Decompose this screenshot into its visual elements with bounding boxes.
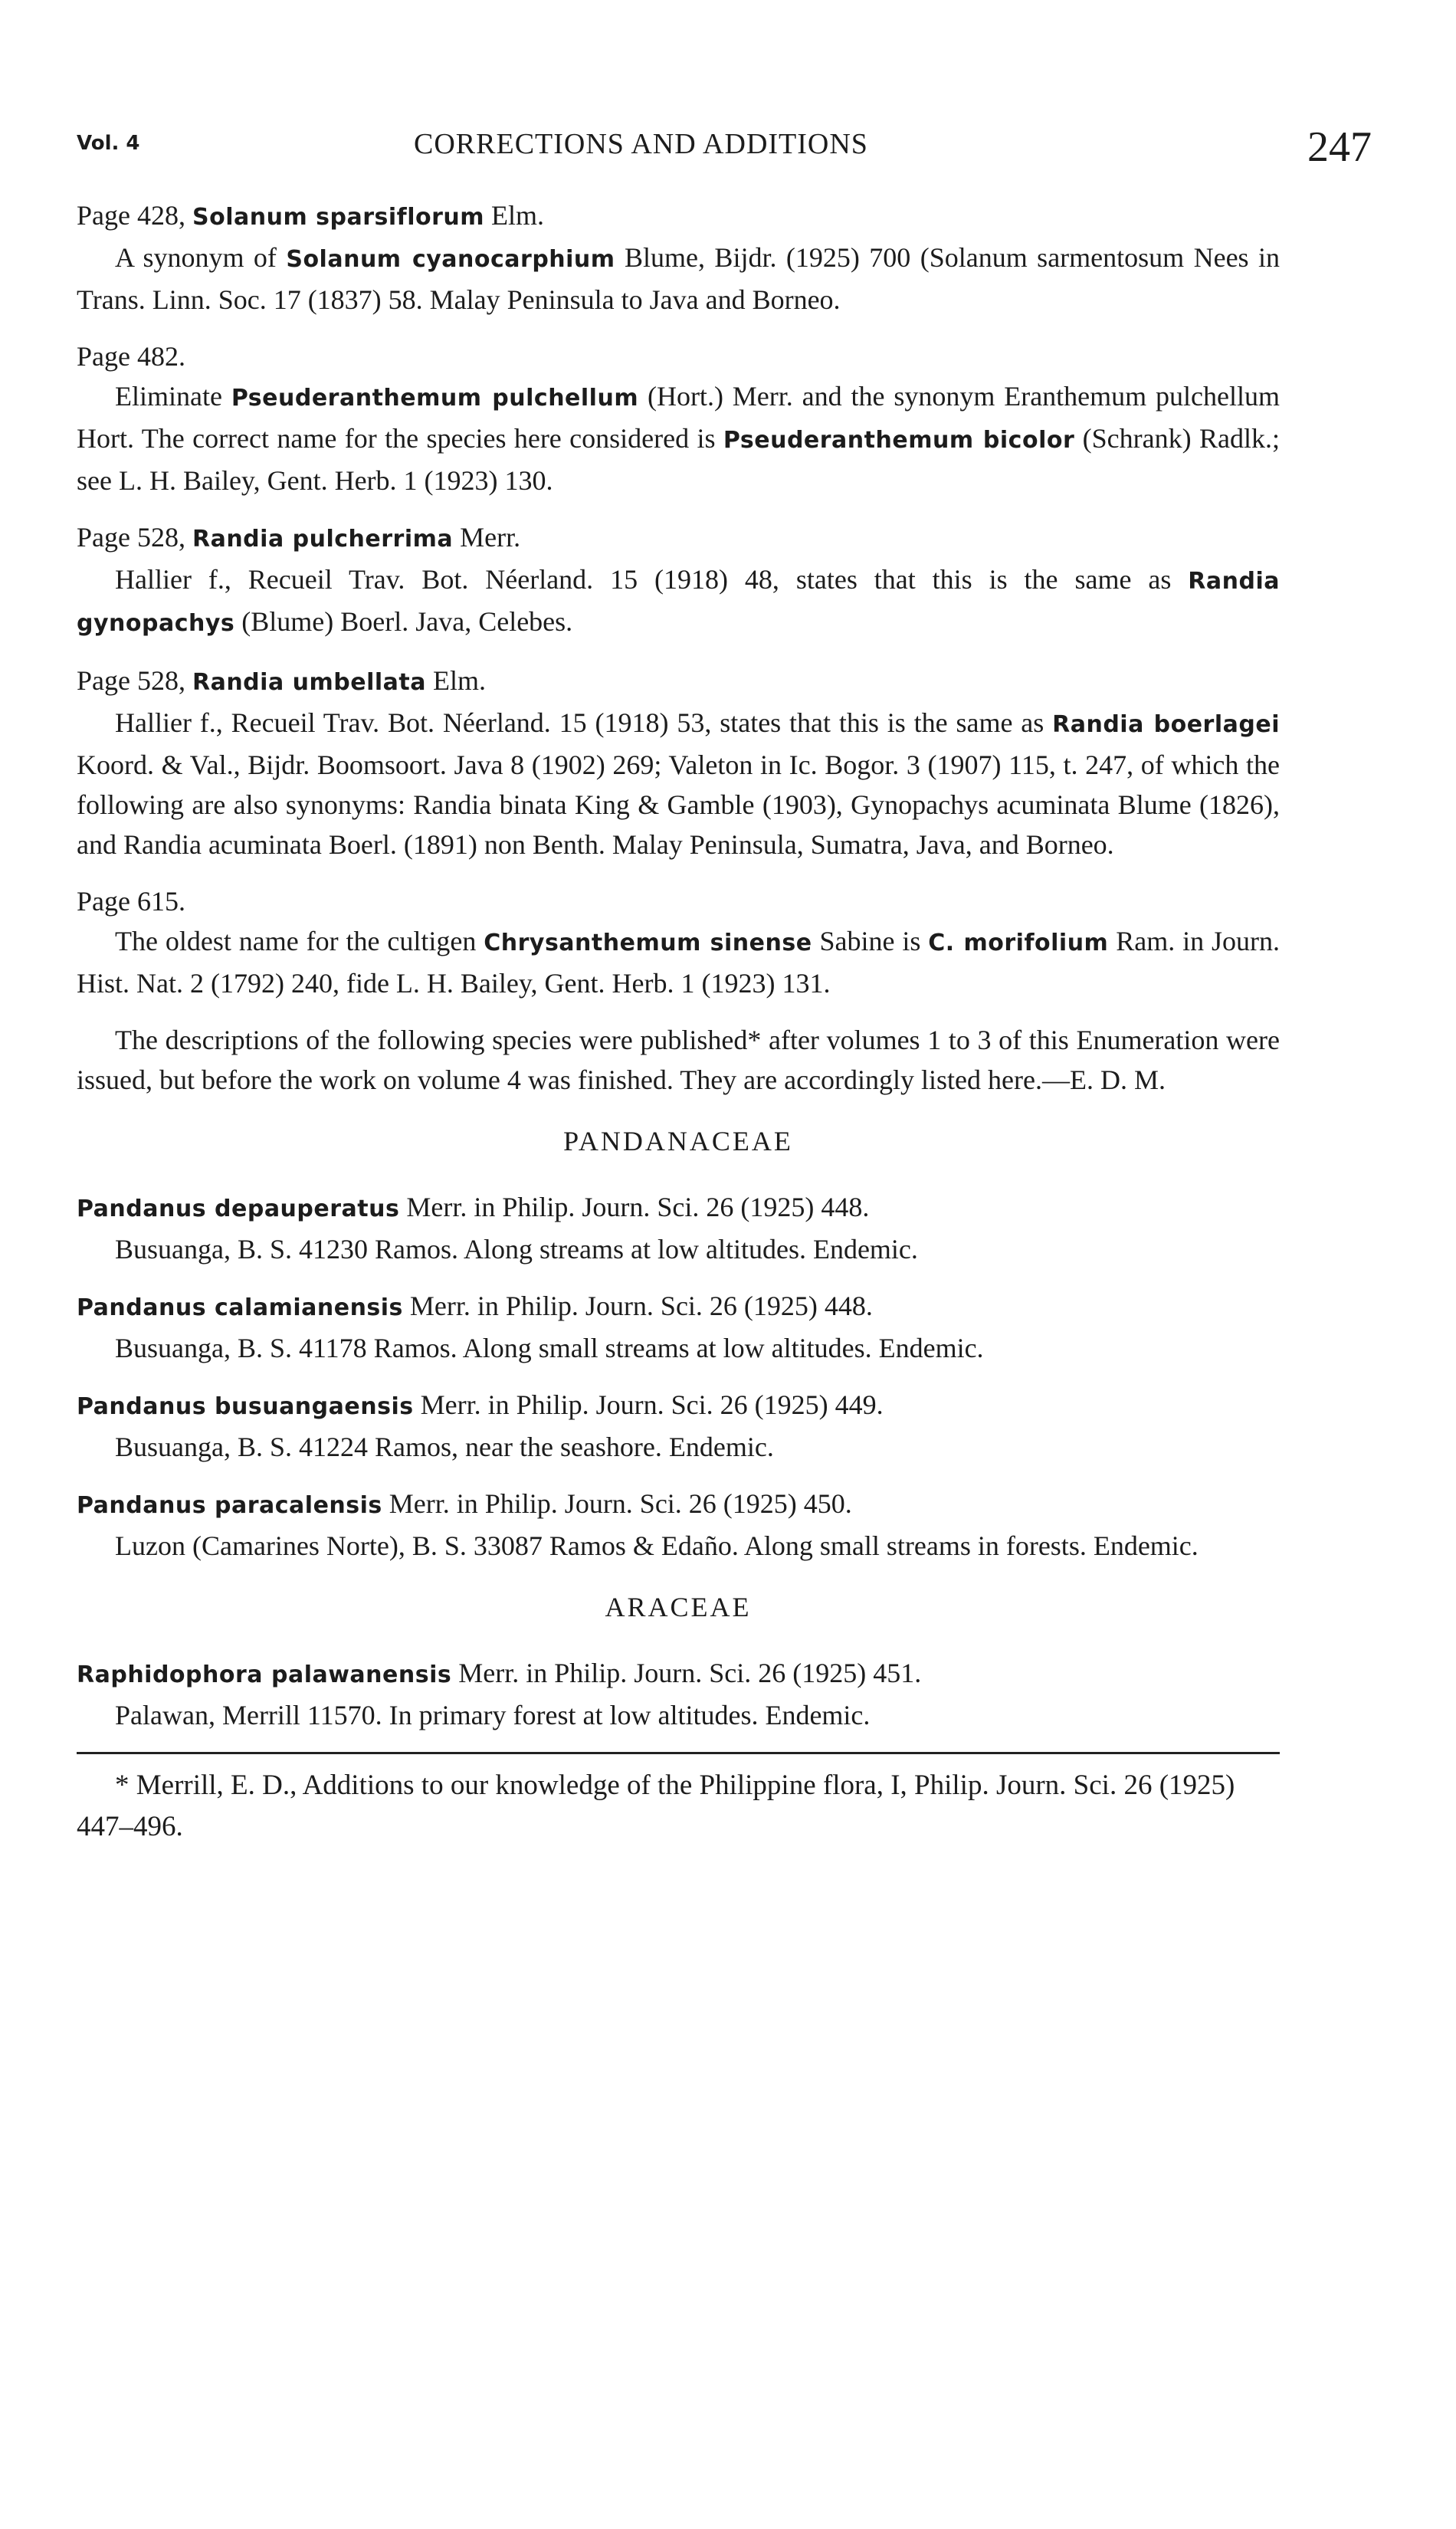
species-citation: Pandanus paracalensis Merr. in Philip. Journ. Sci. 26 (1925) 450. [77, 1488, 852, 1519]
species-detail: Busuanga, B. S. 41224 Ramos, near the seashore. Endemic. [115, 1432, 774, 1462]
family-heading: PANDANACEAE [563, 1126, 793, 1156]
species-citation: Pandanus calamianensis Merr. in Philip. Journ. Sci. 26 (1925) 448. [77, 1291, 873, 1321]
correction-entry [77, 881, 1280, 1003]
species-entry [77, 1187, 1280, 1269]
correction-entry [77, 661, 1280, 864]
species-detail: Palawan, Merrill 11570. In primary forest at low altitudes. Endemic. [115, 1700, 871, 1730]
species-citation: Pandanus depauperatus Merr. in Philip. Journ. Sci. 26 (1925) 448. [77, 1192, 870, 1222]
correction-text: Hallier f., Recueil Trav. Bot. Néerland. 15 (1918) 53, states that this is the same as Randia boerlagei Koord. & Val., Bijdr. Boomsoort. Java 8 (1902) 269; Valeton in Ic. Bogor. 3 (1907) 115, t. 247, of which the following are also synonyms: Randia binata King & Gamble (1903), Gynopachys acuminata Blume (1826), and Randia acuminata Boerl. (1891) non Benth. Malay Peninsula, Sumatra, Java, and Borneo. [77, 707, 1280, 860]
species-detail: Busuanga, B. S. 41230 Ramos. Along streams at low altitudes. Endemic. [115, 1234, 918, 1264]
species-entry [77, 1286, 1280, 1368]
correction-text: Eliminate Pseuderanthemum pulchellum (Hort.) Merr. and the synonym Eranthemum pulchellum Hort. The correct name for the species here considered is Pseuderanthemum bicolor (Schrank) Radlk.; see L. H. Bailey, Gent. Herb. 1 (1923) 130. [77, 381, 1280, 496]
correction-heading: Page 482. [77, 341, 185, 372]
correction-entry [77, 517, 1280, 644]
species-citation: Raphidophora palawanensis Merr. in Philip. Journ. Sci. 26 (1925) 451. [77, 1658, 922, 1688]
family-heading: ARACEAE [605, 1592, 752, 1622]
page-body [77, 195, 1280, 1848]
species-entry [77, 1653, 1280, 1735]
species-detail: Luzon (Camarines Norte), B. S. 33087 Ramos & Edaño. Along small streams in forests. Endemic. [115, 1530, 1199, 1561]
page-number: 247 [1307, 123, 1372, 171]
running-header [77, 123, 1372, 184]
correction-text: The oldest name for the cultigen Chrysanthemum sinense Sabine is C. morifolium Ram. in Journ. Hist. Nat. 2 (1792) 240, fide L. H. Bailey, Gent. Herb. 1 (1923) 131. [77, 926, 1281, 999]
correction-heading: Page 615. [77, 886, 185, 917]
correction-text: Hallier f., Recueil Trav. Bot. Néerland. 15 (1918) 48, states that this is the same as Randia gynopachys (Blume) Boerl. Java, Celebes. [77, 564, 1280, 637]
footnote-rule [77, 1752, 1280, 1754]
correction-heading: Page 528, Randia pulcherrima Merr. [77, 522, 521, 553]
species-entry [77, 1484, 1280, 1566]
volume-label: Vol. 4 [77, 132, 140, 155]
species-detail: Busuanga, B. S. 41178 Ramos. Along small streams at low altitudes. Endemic. [115, 1333, 984, 1363]
correction-entry [77, 195, 1280, 320]
running-title: CORRECTIONS AND ADDITIONS [414, 128, 868, 160]
correction-heading: Page 528, Randia umbellata Elm. [77, 665, 486, 696]
correction-text: A synonym of Solanum cyanocarphium Blume, Bijdr. (1925) 700 (Solanum sarmentosum Nees in Trans. Linn. Soc. 17 (1837) 58. Malay Peninsula to Java and Borneo. [77, 242, 1281, 315]
intro-paragraph: The descriptions of the following species were published* after volumes 1 to 3 of this Enumeration were issued, but before the work on volume 4 was finished. They are accordingly listed here.—E. D. M. [77, 1025, 1280, 1095]
species-entry [77, 1385, 1280, 1467]
footnote: * Merrill, E. D., Additions to our knowledge of the Philippine flora, I, Philip. Journ. Sci. 26 (1925) 447–496. [77, 1770, 1235, 1842]
correction-entry [77, 336, 1280, 500]
correction-heading: Page 428, Solanum sparsiflorum Elm. [77, 200, 545, 231]
species-citation: Pandanus busuangaensis Merr. in Philip. Journ. Sci. 26 (1925) 449. [77, 1389, 884, 1420]
